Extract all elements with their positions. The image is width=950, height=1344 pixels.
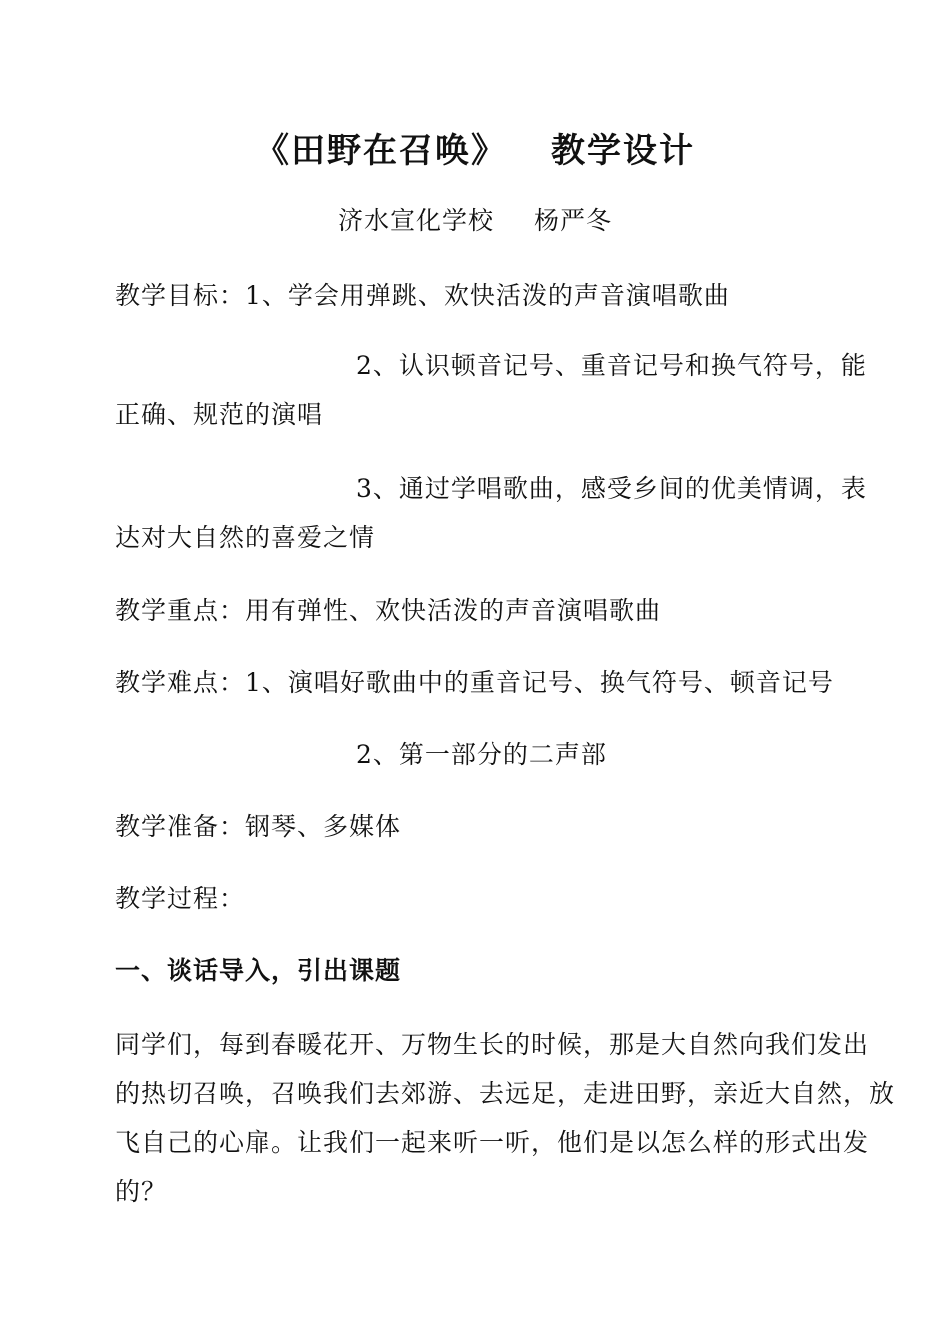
section-1-line-1: 同学们，每到春暖花开、万物生长的时候，那是大自然向我们发出 — [115, 1030, 870, 1059]
difficulty-label: 教学难点： — [115, 668, 246, 697]
goal-item-3-line-1: 3、通过学唱歌曲，感受乡间的优美情调，表 — [356, 474, 867, 503]
preparation-line — [115, 812, 401, 842]
goal-item-1: 1、学会用弹跳、欢快活泼的声音演唱歌曲 — [245, 281, 730, 310]
author-name: 杨严冬 — [534, 206, 613, 235]
document-title — [0, 130, 950, 172]
goal-item-2-line-1: 2、认识顿音记号、重音记号和换气符号，能 — [356, 351, 867, 380]
preparation-label: 教学准备： — [115, 812, 246, 841]
preparation-text: 钢琴、多媒体 — [245, 812, 402, 841]
title-suffix: 教学设计 — [551, 131, 695, 171]
goals-label: 教学目标： — [115, 281, 246, 310]
difficulty-item-2: 2、第一部分的二声部 — [356, 740, 607, 769]
section-1-heading: 一、谈话导入，引出课题 — [115, 956, 402, 985]
key-point-label: 教学重点： — [115, 596, 246, 625]
school-name: 济水宣化学校 — [337, 206, 494, 235]
difficulty-line-1 — [115, 668, 834, 698]
difficulty-item-1: 1、演唱好歌曲中的重音记号、换气符号、顿音记号 — [245, 668, 834, 697]
title-song-name: 《田野在召唤》 — [255, 131, 507, 171]
goals-line-1 — [115, 281, 730, 311]
author-line — [0, 205, 950, 237]
section-1-line-4: 的？ — [115, 1177, 168, 1206]
key-point-line — [115, 596, 661, 626]
key-point-text: 用有弹性、欢快活泼的声音演唱歌曲 — [245, 596, 662, 625]
section-1-line-3: 飞自己的心扉。让我们一起来听一听，他们是以怎么样的形式出发 — [115, 1128, 870, 1157]
goal-item-2-line-2: 正确、规范的演唱 — [115, 400, 324, 429]
section-1-line-2: 的热切召唤，召唤我们去郊游、去远足，走进田野，亲近大自然，放 — [115, 1079, 896, 1108]
process-label: 教学过程： — [115, 884, 246, 913]
goal-item-3-line-2: 达对大自然的喜爱之情 — [115, 523, 376, 552]
